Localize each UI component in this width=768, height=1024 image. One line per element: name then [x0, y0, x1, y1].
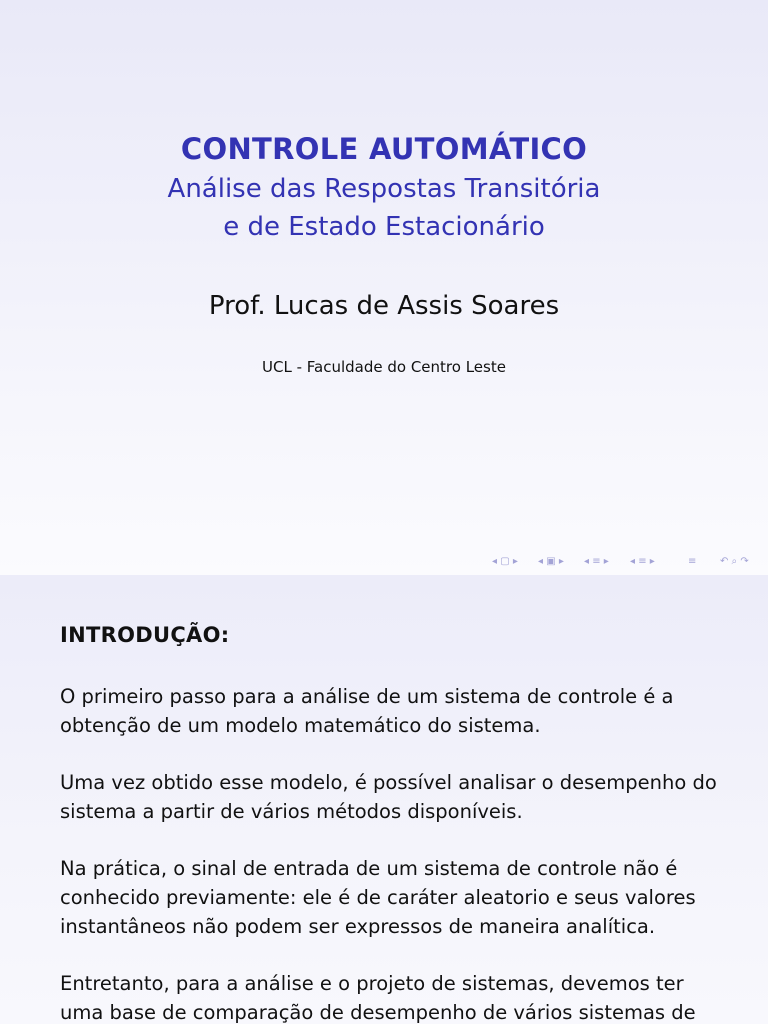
nav-frame-icons[interactable]: ◂ ▢ ▸: [492, 556, 518, 567]
nav-search-icons[interactable]: ↶ ⌕ ↷: [720, 556, 749, 567]
paragraph: Na prática, o sinal de entrada de um sistema de controle não é conhecido previamente: ele é de caráter aleatorio e seus valores instantâneos não podem ser expressos de maneira analítica.: [60, 857, 696, 938]
nav-section-icons[interactable]: ◂ ≡ ▸: [584, 556, 609, 567]
frame-title: INTRODUÇÃO:: [60, 623, 230, 647]
navigation-bar: [492, 554, 764, 572]
author-name: Prof. Lucas de Assis Soares: [208, 291, 560, 321]
presentation-subtitle-line2: e de Estado Estacionário: [223, 212, 545, 242]
paragraph: O primeiro passo para a análise de um sistema de controle é a obtenção de um modelo matemático do sistema.: [60, 685, 674, 737]
introduction-slide: [0, 575, 768, 1024]
nav-appendix-icon[interactable]: ≡: [688, 556, 697, 567]
nav-document-icons[interactable]: ◂ ≡ ▸: [630, 556, 655, 567]
presentation-subtitle-line1: Análise das Respostas Transitória: [167, 174, 601, 204]
institute-name: UCL - Faculdade do Centro Leste: [262, 358, 506, 376]
paragraph: Entretanto, para a análise e o projeto de sistemas, devemos ter uma base de comparação de desempenho de vários sistemas de: [60, 972, 696, 1024]
presentation-title: CONTROLE AUTOMÁTICO: [180, 132, 588, 166]
nav-subsection-icons[interactable]: ◂ ▣ ▸: [538, 556, 564, 567]
paragraph: Uma vez obtido esse modelo, é possível analisar o desempenho do sistema a partir de vários métodos disponíveis.: [60, 771, 717, 823]
